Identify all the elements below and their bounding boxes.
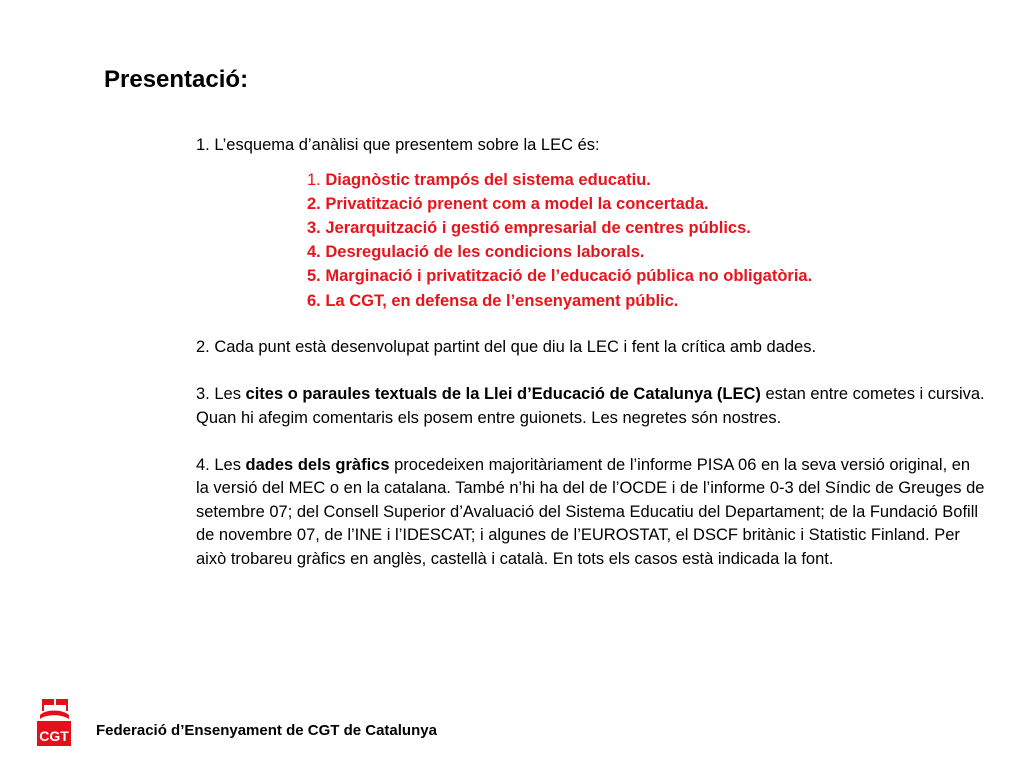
footer-text: Federació d’Ensenyament de CGT de Catalunya [96, 722, 437, 739]
cgt-logo-icon [36, 697, 72, 747]
intro-paragraph [196, 134, 986, 158]
paragraph-3-post: estan entre cometes i cursiva. Quan hi afegim comentaris els posem entre guionets. Les negretes són nostres. [196, 385, 985, 427]
cgt-logo [36, 697, 72, 747]
intro-number: 1. [196, 136, 210, 154]
list-item [307, 168, 986, 192]
list-item-number: 3. [307, 218, 321, 237]
intro-text: L’esquema d’anàlisi que presentem sobre la LEC és: [214, 136, 600, 154]
list-item-number: 4. [307, 243, 321, 262]
paragraph-3-bold: cites o paraules textuals de la Llei d’Educació de Catalunya (LEC) [245, 385, 761, 404]
paragraph-4-pre: 4. Les [196, 455, 246, 474]
list-item [307, 289, 986, 313]
cgt-logo-text: CGT [39, 728, 69, 744]
list-item-text: Marginació i privatització de l’educació pública no obligatòria. [325, 267, 813, 286]
list-item [307, 264, 986, 288]
paragraph-4-bold: dades dels gràfics [245, 455, 390, 474]
list-item [307, 216, 986, 240]
paragraph-3 [196, 383, 986, 430]
list-item-text: La CGT, en defensa de l’ensenyament públic. [325, 291, 679, 310]
slide-body [196, 134, 986, 595]
list-item-text: Jerarquització i gestió empresarial de centres públics. [325, 218, 751, 237]
paragraph-4 [196, 454, 986, 572]
list-item-text: Privatització prenent com a model la concertada. [325, 194, 709, 213]
list-item-number: 1. [307, 170, 321, 189]
list-item-number: 2. [307, 194, 321, 213]
list-item-text: Diagnòstic trampós del sistema educatiu. [325, 170, 651, 189]
slide-title: Presentació: [104, 66, 249, 93]
list-item [307, 240, 986, 264]
paragraph-3-pre: 3. Les [196, 385, 246, 404]
list-item [307, 192, 986, 216]
paragraph-4-post: procedeixen majoritàriament de l’informe PISA 06 en la seva versió original, en la versió del MEC o en la catalana. També n’hi ha del de l’OCDE i de l’informe 0-3 del Síndic de Greuges de setembre 07; del Consell Superior d’Avaluació del Sistema Educatiu del Departament; de la Fundació Bofill de novembre 07, de l’INE i l’IDESCAT; i algunes de l’EUROSTAT, el DSCF britànic i Statistic Finland. Per això trobareu gràfics en anglès, castellà i català. En tots els casos està indicada la font. [196, 455, 985, 568]
list-item-number: 5. [307, 267, 321, 286]
analysis-points-list [307, 168, 986, 313]
list-item-text: Desregulació de les condicions laborals. [325, 243, 645, 262]
list-item-number: 6. [307, 291, 321, 310]
paragraph-2: 2. Cada punt està desenvolupat partint del que diu la LEC i fent la crítica amb dades. [196, 338, 817, 357]
